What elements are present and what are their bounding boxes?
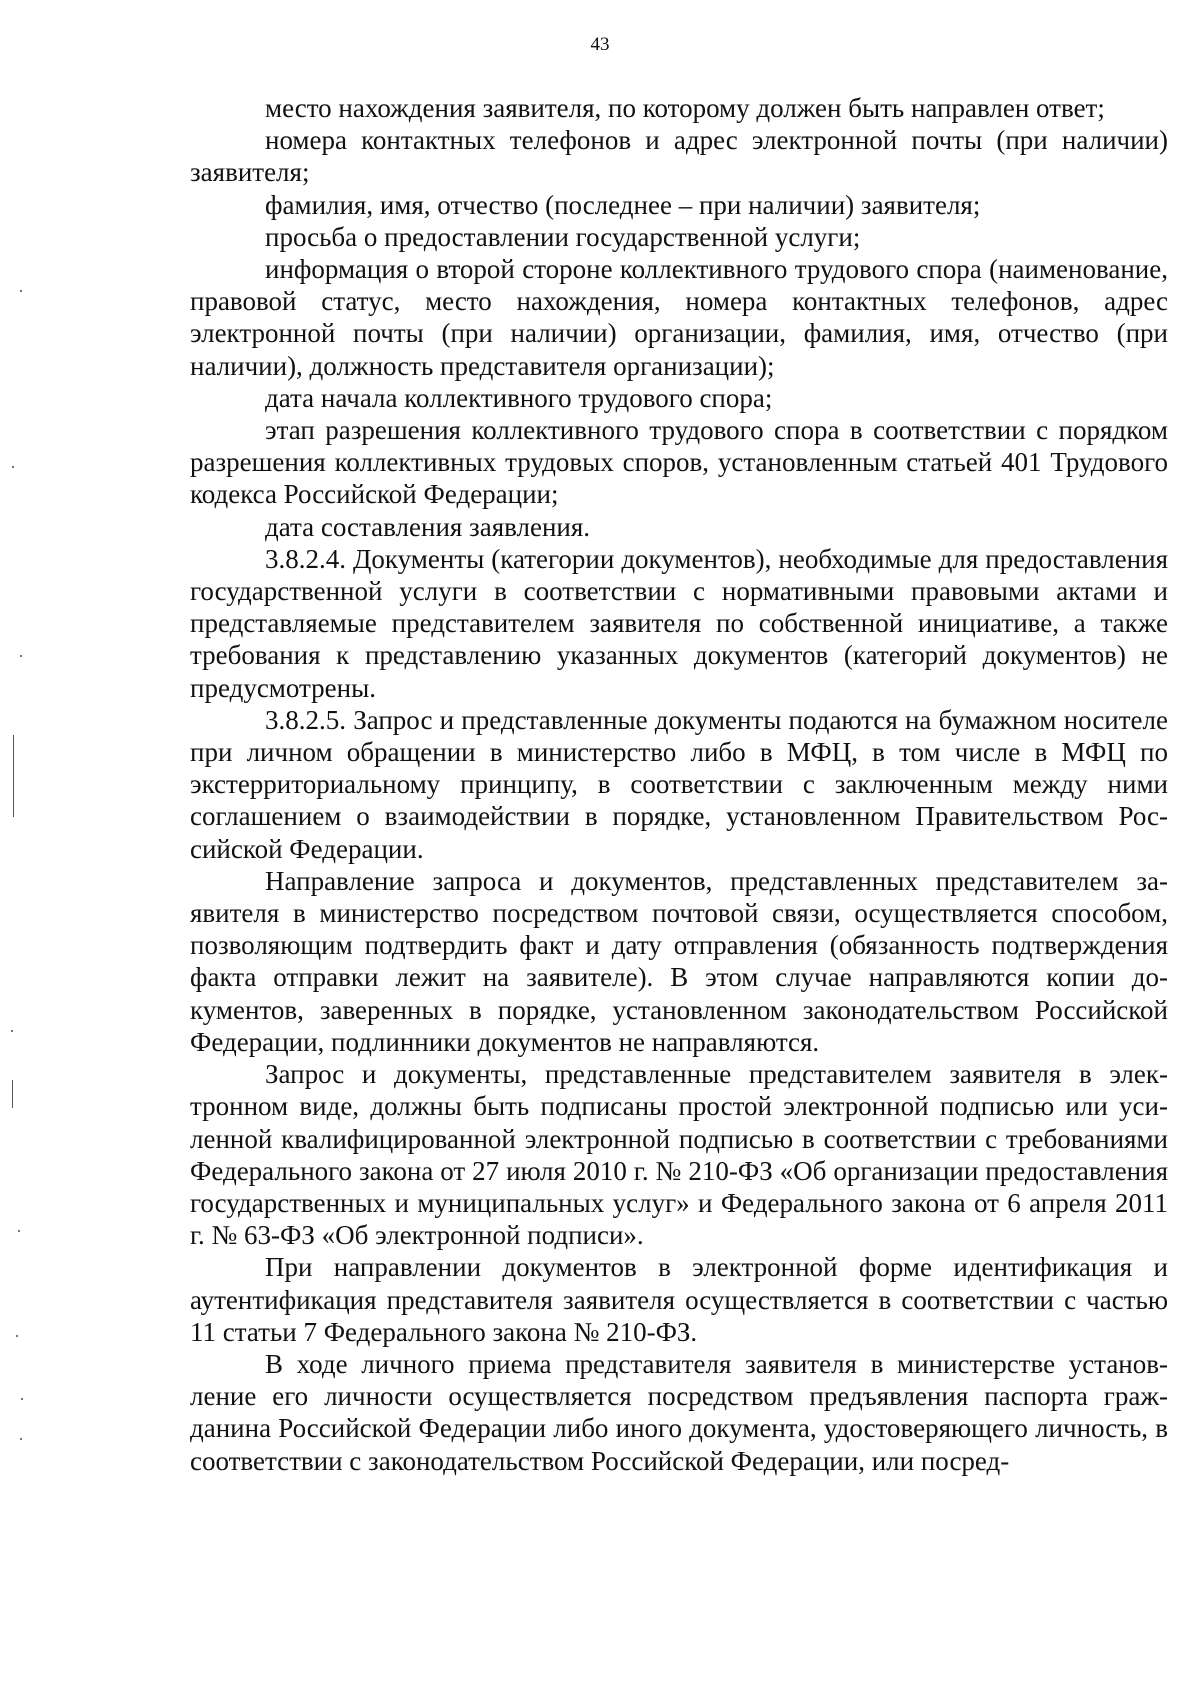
paragraph: номера контактных телефонов и адрес электронной почты (при наличии) заявителя; — [190, 125, 1168, 188]
paragraph: В ходе личного приема представителя заявителя в министерстве установление его личности осуществляется посредством предъявления паспорта гражданина Российской Федерации либо иного документа, удостоверяющего личность, в соответствии с законодательством Российской Федерации, или посред- — [190, 1348, 1168, 1476]
paragraph: Запрос и документы, представленные представителем заявителя в электронном виде, должны быть подписаны простой электронной подписью или усиленной квалифицированной электронной подписью в соответствии с требованиями Федерального закона от 27 июля 2010 г. № 210-ФЗ «Об организации предоставления государственных и муниципальных услуг» и Федерального закона от 6 апреля 2011 г. № 63-ФЗ «Об электронной подписи». — [190, 1059, 1168, 1251]
document-body — [190, 92, 1168, 1477]
paragraph: информация о второй стороне коллективного трудового спора (наименование, правовой статус, место нахождения, номера контактных телефонов, адрес электронной почты (при наличии) организации, фамилия, имя, отчество (при наличии), должность представителя организации); — [190, 254, 1168, 381]
paragraph: дата начала коллективного трудового спора; — [265, 382, 773, 413]
page-number: 43 — [590, 34, 610, 55]
paragraph: дата составления заявления. — [265, 511, 591, 542]
paragraph: этап разрешения коллективного трудового спора в соответствии с порядком разрешения коллективных трудовых споров, установленным статьей 401 Трудового кодекса Российской Федерации; — [190, 415, 1168, 510]
scan-margin-artifacts — [0, 0, 60, 1695]
paragraph: При направлении документов в электронной форме идентификация и аутентификация представителя заявителя осуществляется в соответствии с частью 11 статьи 7 Федерального закона № 210-ФЗ. — [190, 1252, 1168, 1347]
paragraph: просьба о предоставлении государственной услуги; — [265, 221, 861, 252]
paragraph: 3.8.2.4. Документы (категории документов), необходимые для предоставления государственной услуги в соответствии с нормативными правовыми актами и представляемые представителем заявителя по собственной инициативе, а также требования к представлению указанных документов (категорий документов) не предусмотрены. — [190, 543, 1168, 703]
paragraph: место нахождения заявителя, по которому должен быть направлен ответ; — [265, 93, 1105, 123]
paragraph: 3.8.2.5. Запрос и представленные документы подаются на бумажном носителе при личном обращении в министерство либо в МФЦ, в том числе в МФЦ по экстерриториальному принципу, в соответствии с заключенным между ними соглашением о взаимодействии в порядке, установленном Правительством Российской Федерации. — [190, 704, 1168, 864]
paragraph: Направление запроса и документов, представленных представителем заявителя в министерство посредством почтовой связи, осуществляется способом, позволяющим подтвердить факт и дату отправления (обязанность подтверждения факта отправки лежит на заявителе). В этом случае направляются копии документов, заверенных в порядке, установленном законодательством Российской Федерации, подлинники документов не направляются. — [190, 865, 1168, 1057]
paragraph: фамилия, имя, отчество (последнее – при наличии) заявителя; — [265, 189, 981, 220]
